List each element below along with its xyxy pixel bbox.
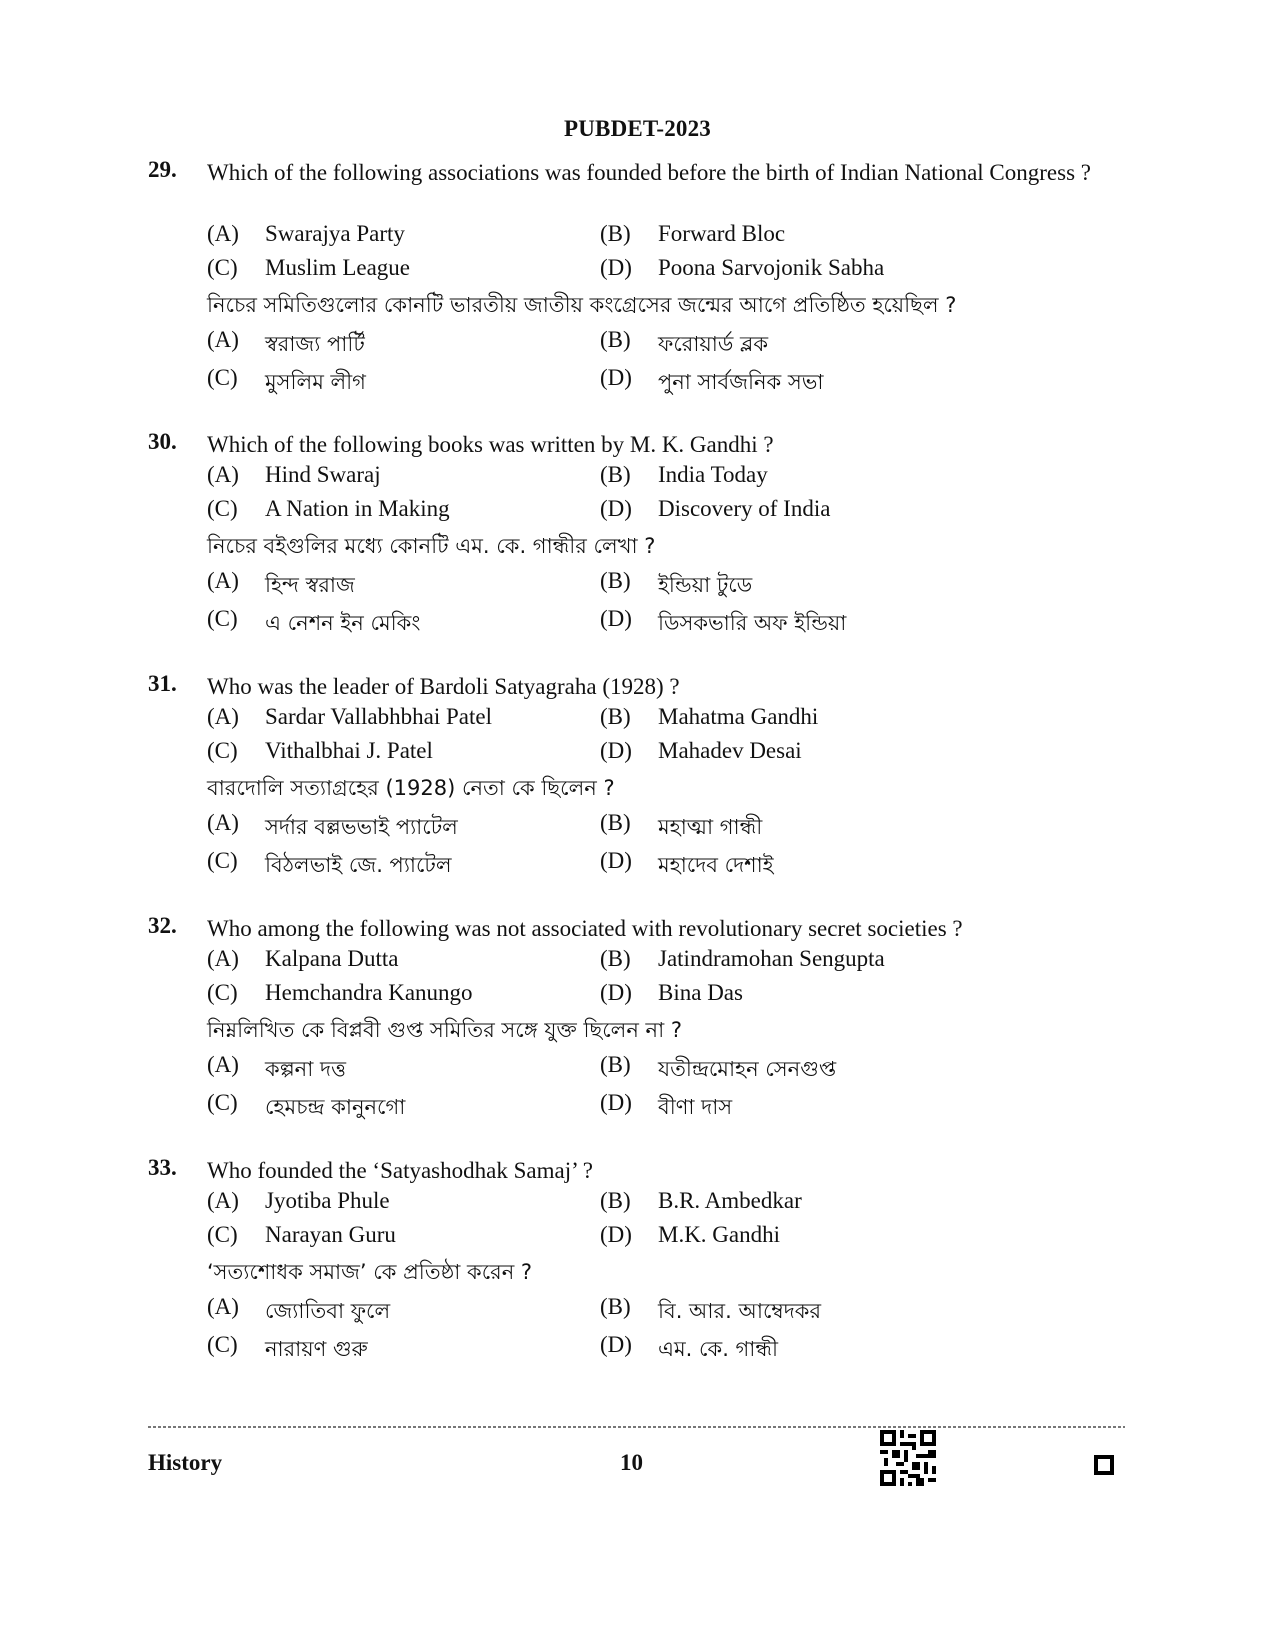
option-text: Swarajya Party (265, 221, 405, 246)
option-letter: (A) (207, 1052, 239, 1077)
option-letter: (D) (600, 1332, 632, 1357)
option-text: ইন্ডিয়া টুডে (658, 573, 753, 597)
option-text: মহাত্মা গান্ধী (658, 815, 763, 839)
qr-code-icon (880, 1430, 936, 1486)
option-text: হিন্দ স্বরাজ (265, 573, 355, 597)
option-text: বিঠলভাই জে. প্যাটেল (265, 853, 452, 877)
question-text-bengali: নিম্নলিখিত কে বিপ্লবী গুপ্ত সমিতির সঙ্গে যুক্ত ছিলেন না ? (207, 1018, 682, 1042)
question-text-english: Which of the following associations was founded before the birth of Indian National Congress ? (207, 160, 1091, 185)
option-text: যতীন্দ্রমোহন সেনগুপ্ত (658, 1057, 837, 1081)
option-text: Hind Swaraj (265, 462, 381, 487)
option-letter: (D) (600, 738, 632, 763)
option-text: মহাদেব দেশাই (658, 853, 774, 877)
option-text: ডিসকভারি অফ ইন্ডিয়া (658, 611, 847, 635)
option-text: নারায়ণ গুরু (265, 1337, 368, 1361)
option-letter: (D) (600, 496, 632, 521)
question-number: 30. (148, 429, 177, 454)
option-text: জ্যোতিবা ফুলে (265, 1299, 391, 1323)
option-text: B.R. Ambedkar (658, 1188, 802, 1213)
option-letter: (C) (207, 1222, 238, 1247)
option-letter: (A) (207, 327, 239, 352)
question-text-bengali: নিচের বইগুলির মধ্যে কোনটি এম. কে. গান্ধীর লেখা ? (207, 534, 656, 558)
option-letter: (B) (600, 1052, 631, 1077)
option-text: Poona Sarvojonik Sabha (658, 255, 885, 280)
option-text: মুসলিম লীগ (265, 370, 366, 394)
option-text: India Today (658, 462, 768, 487)
option-letter: (A) (207, 946, 239, 971)
option-letter: (C) (207, 496, 238, 521)
option-text: Sardar Vallabhbhai Patel (265, 704, 492, 729)
option-text: বি. আর. আম্বেদকর (658, 1299, 822, 1323)
question-number: 29. (148, 157, 177, 182)
option-text: Discovery of India (658, 496, 831, 521)
option-text: A Nation in Making (265, 496, 450, 521)
option-letter: (C) (207, 365, 238, 390)
option-letter: (A) (207, 568, 239, 593)
option-letter: (B) (600, 1188, 631, 1213)
option-text: হেমচন্দ্র কানুনগো (265, 1095, 406, 1119)
option-text: Jatindramohan Sengupta (658, 946, 885, 971)
option-letter: (A) (207, 462, 239, 487)
option-letter: (B) (600, 1294, 631, 1319)
page-title: PUBDET-2023 (563, 116, 712, 141)
option-letter: (B) (600, 327, 631, 352)
option-text: Mahadev Desai (658, 738, 802, 763)
option-text: Narayan Guru (265, 1222, 396, 1247)
page-number: 10 (620, 1450, 643, 1475)
option-letter: (D) (600, 848, 632, 873)
option-text: Bina Das (658, 980, 743, 1005)
square-marker-icon (1094, 1455, 1114, 1475)
option-text: M.K. Gandhi (658, 1222, 781, 1247)
option-text: ফরোয়ার্ড ব্লক (658, 332, 769, 356)
question-text-bengali: বারদোলি সত্যাগ্রহের (1928) নেতা কে ছিলেন ? (207, 776, 615, 800)
option-letter: (D) (600, 606, 632, 631)
option-letter: (D) (600, 365, 632, 390)
question-number: 32. (148, 913, 177, 938)
option-letter: (B) (600, 221, 631, 246)
option-text: এ নেশন ইন মেকিং (265, 611, 421, 635)
option-text: Vithalbhai J. Patel (265, 738, 433, 763)
option-text: বীণা দাস (658, 1095, 733, 1119)
question-text-english: Who among the following was not associated with revolutionary secret societies ? (207, 916, 963, 941)
option-letter: (C) (207, 255, 238, 280)
option-letter: (D) (600, 980, 632, 1005)
option-letter: (D) (600, 255, 632, 280)
option-text: পুনা সার্বজনিক সভা (658, 370, 824, 394)
question-number: 31. (148, 671, 177, 696)
option-letter: (A) (207, 810, 239, 835)
question-text-english: Who was the leader of Bardoli Satyagraha (1928) ? (207, 674, 680, 699)
option-letter: (B) (600, 462, 631, 487)
option-letter: (C) (207, 1332, 238, 1357)
option-letter: (B) (600, 704, 631, 729)
option-letter: (A) (207, 1294, 239, 1319)
option-letter: (C) (207, 738, 238, 763)
option-letter: (A) (207, 221, 239, 246)
option-letter: (C) (207, 1090, 238, 1115)
option-text: Jyotiba Phule (265, 1188, 390, 1213)
option-letter: (D) (600, 1090, 632, 1115)
option-text: স্বরাজ্য পার্টি (265, 332, 365, 356)
footer-divider (148, 1426, 1125, 1428)
option-text: Mahatma Gandhi (658, 704, 819, 729)
question-number: 33. (148, 1155, 177, 1180)
option-text: কল্পনা দত্ত (265, 1057, 347, 1081)
option-text: Hemchandra Kanungo (265, 980, 473, 1005)
option-text: Kalpana Dutta (265, 946, 399, 971)
option-letter: (B) (600, 568, 631, 593)
option-letter: (A) (207, 1188, 239, 1213)
option-text: Forward Bloc (658, 221, 786, 246)
option-letter: (D) (600, 1222, 632, 1247)
option-letter: (A) (207, 704, 239, 729)
option-letter: (C) (207, 980, 238, 1005)
question-text-bengali: ‘সত্যশোধক সমাজ’ কে প্রতিষ্ঠা করেন ? (207, 1260, 533, 1284)
question-text-english: Which of the following books was written by M. K. Gandhi ? (207, 432, 774, 457)
option-text: Muslim League (265, 255, 410, 280)
question-text-bengali: নিচের সমিতিগুলোর কোনটি ভারতীয় জাতীয় কংগ্রেসের জন্মের আগে প্রতিষ্ঠিত হয়েছিল ? (207, 293, 957, 317)
option-letter: (C) (207, 606, 238, 631)
option-text: সর্দার বল্লভভাই প্যাটেল (265, 815, 458, 839)
option-letter: (C) (207, 848, 238, 873)
question-text-english: Who founded the ‘Satyashodhak Samaj’ ? (207, 1158, 593, 1183)
option-letter: (B) (600, 810, 631, 835)
option-text: এম. কে. গান্ধী (658, 1337, 779, 1361)
subject-label: History (148, 1450, 223, 1475)
option-letter: (B) (600, 946, 631, 971)
